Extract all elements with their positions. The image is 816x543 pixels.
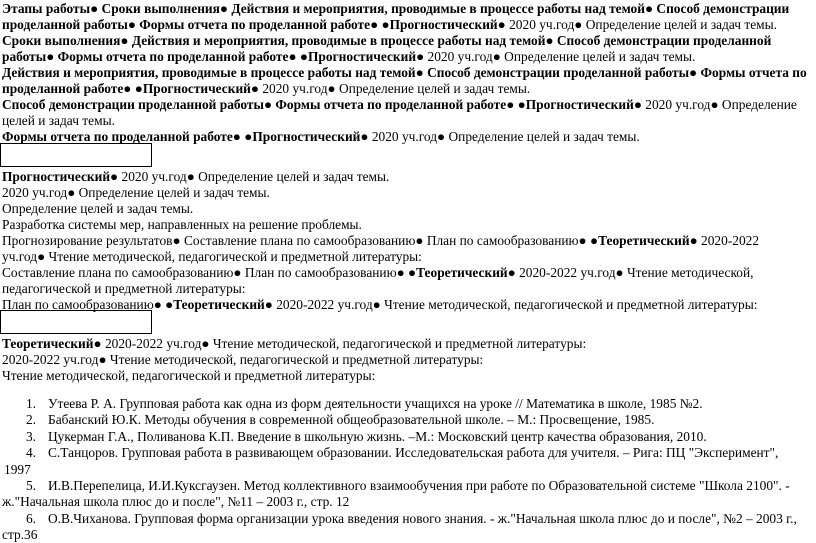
bullet: ● [110, 169, 119, 184]
bullet: ● [644, 1, 654, 16]
reference-text: О.В.Чиханова. Групповая форма организации урока введения нового знания. - ж."Начальная школа плюс до и после", №2 – 2003 г., [48, 510, 797, 526]
reference-item [2, 412, 654, 428]
bullet: ● [396, 265, 405, 280]
bullet: ● [370, 17, 379, 32]
years-text: 2020-2022 уч.год [276, 297, 373, 312]
goals-text: Определение целей и задач темы. [198, 169, 390, 184]
goals-text: Определение целей и задач темы. [504, 49, 696, 64]
bullet: ● [492, 49, 501, 64]
bullet: ● [506, 97, 515, 112]
heading-deadlines: Сроки выполнения [101, 1, 220, 16]
bullet: ● [408, 265, 417, 280]
text-line [2, 33, 771, 49]
bullet: ● [327, 81, 336, 96]
bullet: ● [578, 233, 587, 248]
bullet: ● [589, 233, 599, 248]
text-line [2, 336, 586, 352]
reference-text: 1997 [4, 461, 31, 477]
heading-actions: Действия и мероприятия, проводимые в процессе работы над темой [2, 65, 416, 80]
plan-text: План по самообразованию [244, 265, 397, 280]
text-line [2, 352, 483, 368]
text-line [2, 265, 753, 281]
reference-item [2, 429, 707, 445]
bullet: ● [288, 49, 297, 64]
goals-text: Определение целей и задач темы. [78, 185, 270, 200]
empty-cell-box [0, 310, 152, 334]
bullet: ● [437, 129, 446, 144]
reference-item [4, 462, 31, 478]
years-text: 2020-2022 уч.год [2, 352, 99, 367]
text-line [2, 368, 375, 384]
bullet: ● [250, 81, 259, 96]
goals-text: Определение целей и задач темы. [2, 201, 194, 216]
bullet: ● [186, 169, 195, 184]
text-line [2, 1, 789, 17]
bullet: ● [219, 1, 228, 16]
reference-item [2, 445, 778, 461]
bullet: ● [497, 17, 506, 32]
bullet: ● [165, 297, 174, 312]
stage-forecast: Прогностический [2, 169, 111, 184]
year-text: 2020 уч.год [262, 81, 328, 96]
stage-theory: Теоретический [598, 233, 690, 248]
reference-number: 6. [25, 510, 36, 526]
bullet: ● [98, 352, 107, 367]
goals-text: Определение целей и задач темы. [585, 17, 777, 32]
bullet: ● [615, 265, 624, 280]
reference-item [2, 396, 703, 412]
reference-item [2, 494, 349, 510]
years-text: 2020-2022 уч.год [104, 336, 202, 351]
bullet: ● [574, 17, 583, 32]
empty-cell-box [0, 143, 152, 167]
goals-text: Определение [721, 97, 797, 112]
heading-demo: Способ демонстрации проделанной работы [427, 65, 690, 80]
year-text: 2020 уч.год [371, 129, 438, 144]
stage-theory: Теоретический [2, 336, 94, 351]
bullet: ● [233, 265, 242, 280]
stage-forecast: Прогностический [142, 81, 251, 96]
heading-actions: Действия и мероприятия, проводимые в процессе работы над темой [231, 1, 645, 16]
heading-demo-part: Способ демонстрации [656, 1, 790, 16]
text-line [2, 185, 270, 201]
text-line [2, 249, 422, 265]
heading-demo: Способ демонстрации проделанной работы [2, 97, 264, 112]
text-line [2, 281, 246, 297]
bullet: ● [545, 33, 554, 48]
reading-text: Чтение методической, педагогической и предметной литературы: [384, 297, 758, 312]
stage-forecast: Прогностический [252, 129, 361, 144]
year-text: 2020 уч.год [645, 97, 711, 112]
text-line [2, 113, 115, 129]
stage-forecast: Прогностический [389, 17, 498, 32]
bullet: ● [263, 97, 273, 112]
reading-text: Чтение методической, педагогической и предметной литературы: [109, 352, 484, 367]
bullet: ● [134, 81, 143, 96]
heading-actions: Действия и мероприятия, проводимые в процессе работы над темой [131, 33, 546, 48]
text-line [2, 201, 193, 217]
year-text: 2020 уч.год [427, 49, 493, 64]
reference-text: стр.36 [2, 527, 38, 543]
reference-text: С.Танцоров. Групповая работа в развивающем образовании. Исследовательская работа для учителя. – Рига: ПЦ "Эксперимент", [48, 445, 779, 461]
development-text: Разработка системы мер, направленных на решение проблемы. [2, 217, 362, 232]
text-line [2, 49, 695, 65]
bullet: ● [381, 17, 390, 32]
heading-demo: Способ демонстрации проделанной [556, 33, 772, 48]
stage-theory: Теоретический [416, 265, 508, 280]
reading-text: Чтение методической, педагогической и предметной литературы: [2, 368, 376, 383]
years-text: 2020-2022 уч.год [519, 265, 616, 280]
heading-forms: Формы отчета по [700, 65, 807, 80]
heading-forms: Формы отчета по проделанной работе [139, 17, 371, 32]
heading-demo-cont: работы [2, 49, 47, 64]
plan-make-text: Составление плана по самообразованию [183, 233, 416, 248]
bullet: ● [244, 129, 253, 144]
reading-text-cont: педагогической и предметной литературы: [2, 281, 246, 296]
reference-item [2, 527, 37, 543]
reading-text: Чтение методической, педагогической и предметной литературы: [48, 249, 422, 264]
text-line [2, 65, 807, 81]
text-line [2, 233, 759, 249]
plan-text: План по самообразованию [426, 233, 579, 248]
bullet: ● [416, 49, 425, 64]
bullet: ● [153, 297, 162, 312]
years-text-cont: уч.год [2, 249, 38, 264]
plan-text: План по самообразованию [2, 297, 154, 312]
bullet: ● [415, 233, 424, 248]
reference-text: Бабанский Ю.К. Методы обучения в современной общеобразовательной школе. – М.: Просвещение, 1985. [48, 412, 655, 428]
text-line [2, 217, 362, 233]
year-text: 2020 уч.год [509, 17, 575, 32]
bullet: ● [689, 65, 698, 80]
bullet: ● [360, 129, 369, 144]
bullet: ● [127, 17, 136, 32]
bullet: ● [172, 233, 181, 248]
year-text: 2020 уч.год [2, 185, 68, 200]
predict-text: Прогнозирование результатов [2, 233, 173, 248]
reference-item [2, 478, 790, 494]
bullet: ● [507, 265, 516, 280]
bullet: ● [689, 233, 698, 248]
bullet: ● [123, 81, 132, 96]
bullet: ● [633, 97, 642, 112]
reference-text: И.В.Перепелица, И.И.Куксгаузен. Метод коллективного взаимообучения при работе по Образовательной системе "Школа 2100". - [48, 478, 790, 493]
stage-theory: Теоретический [173, 297, 265, 312]
bullet: ● [120, 33, 129, 48]
bullet: ● [93, 336, 102, 351]
reference-number: 1. [25, 396, 36, 411]
heading-forms-cont: проделанной работе [2, 81, 124, 96]
heading-forms: Формы отчета по проделанной работе [275, 97, 507, 112]
plan-make-text: Составление плана по самообразованию [2, 265, 234, 280]
reading-text: Чтение методической, [626, 265, 754, 280]
text-line [2, 97, 797, 113]
heading-forms: Формы отчета по проделанной работе [57, 49, 289, 64]
bullet: ● [517, 97, 526, 112]
text-line [2, 169, 389, 185]
stage-forecast: Прогностический [308, 49, 417, 64]
heading-forms: Формы отчета по проделанной работе [2, 129, 233, 144]
heading-stages: Этапы работы [2, 1, 91, 16]
reference-item [2, 511, 797, 527]
heading-demo-cont: проделанной работы [2, 17, 128, 32]
stage-forecast: Прогностический [525, 97, 634, 112]
reference-number: 2. [25, 412, 36, 428]
heading-deadlines: Сроки выполнения [2, 33, 121, 48]
bullet: ● [37, 249, 46, 264]
reference-text: Утеева Р. А. Групповая работа как одна из форм деятельности учащихся на уроке // Математика в школе, 1985 №2. [48, 396, 703, 411]
bullet: ● [264, 297, 273, 312]
bullet: ● [372, 297, 381, 312]
reference-number: 4. [25, 445, 36, 461]
bullet: ● [415, 65, 424, 80]
reference-text: Цукерман Г.А., Поливанова К.П. Введение в школьную жизнь. –М.: Московский центр качества образования, 2010. [48, 428, 707, 444]
years-text: 2020-2022 [701, 233, 760, 248]
reference-number: 5. [25, 478, 36, 493]
goals-text-cont: целей и задач темы. [2, 113, 115, 128]
text-line [2, 17, 777, 33]
text-line [2, 81, 530, 97]
bullet: ● [90, 1, 99, 16]
year-text: 2020 уч.год [121, 169, 187, 184]
bullet: ● [232, 129, 241, 144]
goals-text: Определение целей и задач темы. [448, 129, 640, 144]
reference-text: ж."Начальная школа плюс до и после", №11 – 2003 г., стр. 12 [2, 494, 350, 510]
reference-number: 3. [25, 428, 36, 444]
bullet: ● [299, 49, 309, 64]
bullet: ● [46, 49, 55, 64]
reading-text: Чтение методической, педагогической и предметной литературы: [212, 336, 587, 351]
bullet: ● [710, 97, 719, 112]
bullet: ● [67, 185, 76, 200]
bullet: ● [201, 336, 210, 351]
goals-text: Определение целей и задач темы. [338, 81, 531, 96]
